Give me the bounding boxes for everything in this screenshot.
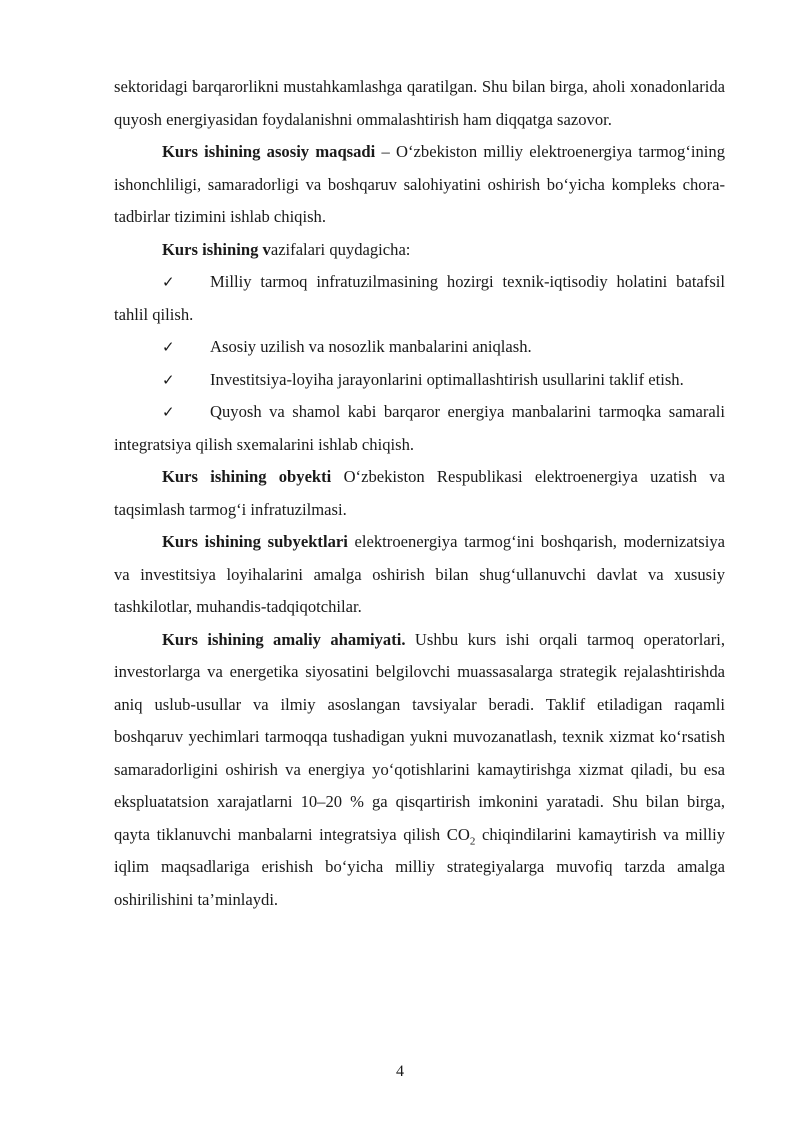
- significance-text: Ushbu kurs ishi orqali tarmoq operatorlari, investorlarga va energetika siyosatini belgilovchi muassasalarga strategik rejalashtirishda aniq uslub-usullar va ilmiy asoslangan tavsiyalar beradi. Taklif etiladigan raqamli boshqaruv yechimlari tarmoqqa tushadigan yukni muvozanatlash, texnik xizmat ko‘rsatish samaradorligini oshirish va energiya yo‘qotishlarini kamaytirishga xizmat qiladi, bu esa ekspluatatsion xarajatlarni 10–20 % ga qisqartirish imkonini yaratadi. Shu bilan birga, qayta tiklanuvchi manbalarni integratsiya qilish: [114, 629, 725, 844]
- checkmark-icon: ✓: [162, 403, 175, 421]
- object-text: O‘zbekiston Respublikasi elektroenergiya uzatish va taqsimlash tarmog‘i infratuzilmasi.: [114, 467, 725, 519]
- co2-base: CO: [446, 824, 470, 844]
- task-item-text: Investitsiya-loyiha jarayonlarini optimallashtirish usullarini taklif etish.: [210, 369, 684, 389]
- object-paragraph: [114, 461, 725, 526]
- significance-text-end: chiqindilarini kamaytirish va milliy iqlim maqsadlariga erishish bo‘yicha milliy strategiyalarga muvofiq tarzda amalga oshirilishini ta’minlaydi.: [114, 824, 725, 909]
- goal-text: – O‘zbekiston milliy elektroenergiya tarmog‘ining ishonchliligi, samaradorligi va boshqaruv salohiyatini oshirish bo‘yicha kompleks chora-tadbirlar tizimini ishlab chiqish.: [114, 142, 725, 226]
- goal-heading: Kurs ishining asosiy maqsadi: [162, 142, 376, 161]
- object-heading: Kurs ishining obyekti: [162, 467, 332, 486]
- document-body: [114, 71, 725, 916]
- task-item: [114, 331, 725, 364]
- task-item-text: Asosiy uzilish va nosozlik manbalarini aniqlash.: [210, 337, 532, 356]
- intro-paragraph: sektoridagi barqarorlikni mustahkamlashga qaratilgan. Shu bilan birga, aholi xonadonlarida quyosh energiyasidan foydalanishni ommalashtirish ham diqqatga sazovor.: [114, 77, 725, 129]
- goal-paragraph: [114, 136, 725, 234]
- checkmark-icon: ✓: [162, 273, 175, 291]
- page-number: 4: [396, 1063, 404, 1080]
- significance-heading: Kurs ishining amaliy ahamiyati.: [162, 629, 406, 649]
- task-item-text: Quyosh va shamol kabi barqaror energiya manbalarini tarmoqka samarali integratsiya qilish sxemalarini ishlab chiqish.: [114, 402, 725, 454]
- subject-text: elektroenergiya tarmog‘ini boshqarish, modernizatsiya va investitsiya loyihalarini amalga oshirish bilan shug‘ullanuvchi davlat va xususiy tashkilotlar, muhandis-tadqiqotchilar.: [114, 532, 725, 616]
- task-item: [114, 266, 725, 331]
- task-item-text: Milliy tarmoq infratuzilmasining hozirgi texnik-iqtisodiy holatini batafsil tahlil qilish.: [114, 272, 725, 324]
- tasks-intro-paragraph: [114, 234, 725, 267]
- checkmark-icon: ✓: [162, 338, 175, 356]
- co2-formula: [446, 824, 476, 847]
- subject-paragraph: [114, 526, 725, 624]
- significance-paragraph: [114, 624, 725, 917]
- tasks-heading: Kurs ishining v: [162, 239, 271, 259]
- checkmark-icon: ✓: [162, 370, 175, 389]
- subject-heading: Kurs ishining subyektlari: [162, 532, 348, 551]
- tasks-intro-text: azifalari quydagicha:: [270, 239, 411, 259]
- task-item: [114, 396, 725, 461]
- co2-subscript: 2: [469, 834, 476, 847]
- task-item: [114, 364, 725, 397]
